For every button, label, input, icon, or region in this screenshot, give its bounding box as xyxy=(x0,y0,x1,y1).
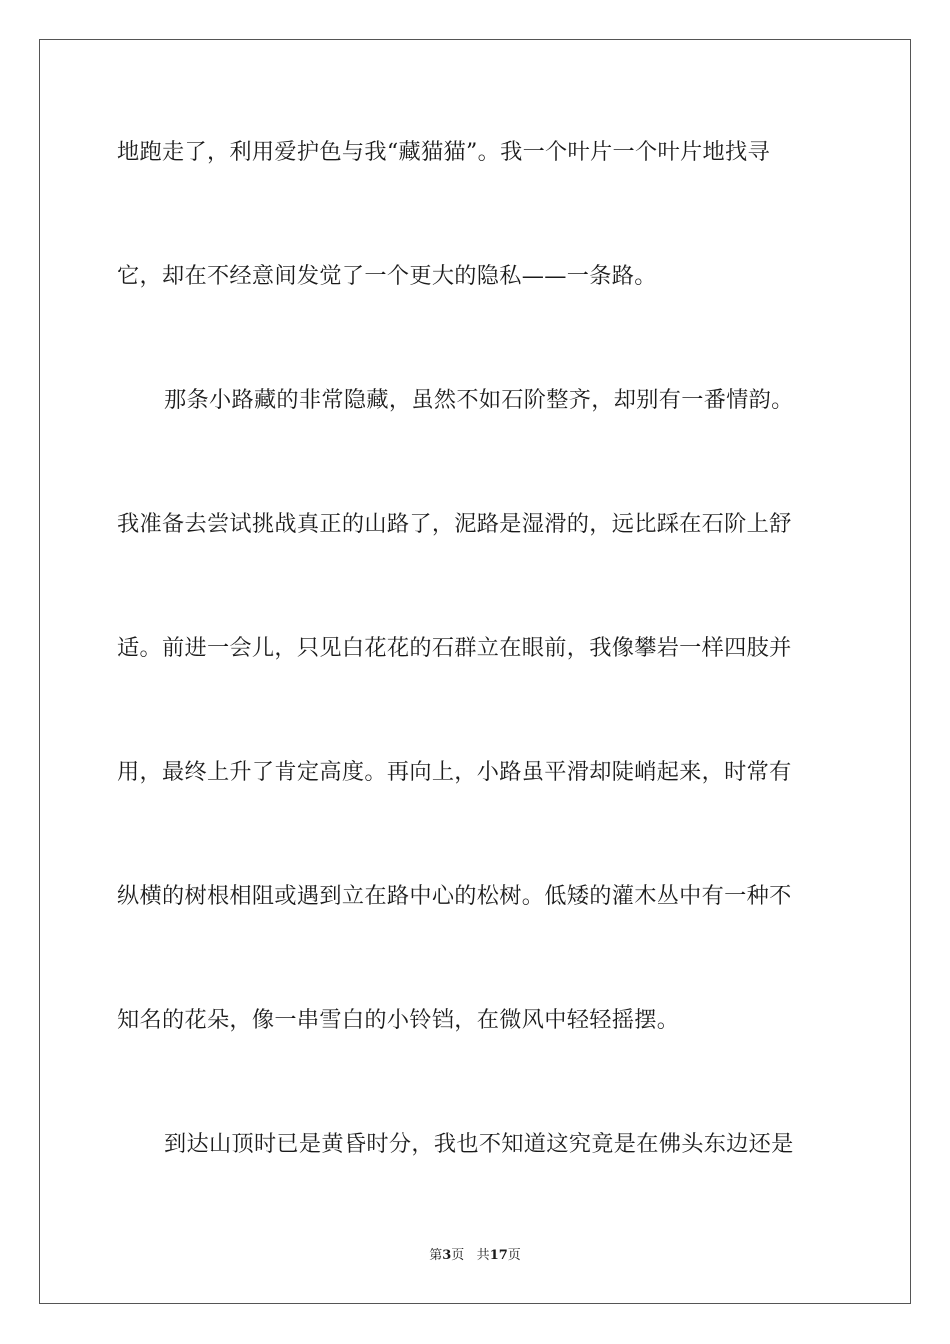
page-prefix: 第 xyxy=(429,1248,443,1263)
text-line: 地跑走了，利用爱护色与我“藏猫猫”。我一个叶片一个叶片地找寻 xyxy=(117,139,770,165)
paragraph-first-line: 到达山顶时已是黄昏时分，我也不知道这究竟是在佛头东边还是 xyxy=(164,1131,794,1157)
page-suffix: 页 xyxy=(451,1248,465,1263)
page-number: 3 xyxy=(442,1248,452,1263)
text-line: 知名的花朵，像一串雪白的小铃铛，在微风中轻轻摇摆。 xyxy=(117,1007,680,1033)
text-line: 纵横的树根相阻或遇到立在路中心的松树。低矮的灌木丛中有一种不 xyxy=(117,883,792,909)
total-prefix: 共 xyxy=(476,1248,490,1263)
total-pages: 17 xyxy=(489,1248,508,1263)
text-line: 它，却在不经意间发觉了一个更大的隐私——一条路。 xyxy=(117,263,657,289)
text-line: 适。前进一会儿，只见白花花的石群立在眼前，我像攀岩一样四肢并 xyxy=(117,635,792,661)
total-suffix: 页 xyxy=(507,1248,521,1263)
text-line: 我准备去尝试挑战真正的山路了，泥路是湿滑的，远比踩在石阶上舒 xyxy=(117,511,792,537)
page-border xyxy=(39,39,911,1304)
text-line: 用，最终上升了肯定高度。再向上，小路虽平滑却陡峭起来，时常有 xyxy=(117,759,792,785)
page-footer xyxy=(0,1247,950,1265)
paragraph-first-line: 那条小路藏的非常隐藏，虽然不如石阶整齐，却别有一番情韵。 xyxy=(164,387,794,413)
